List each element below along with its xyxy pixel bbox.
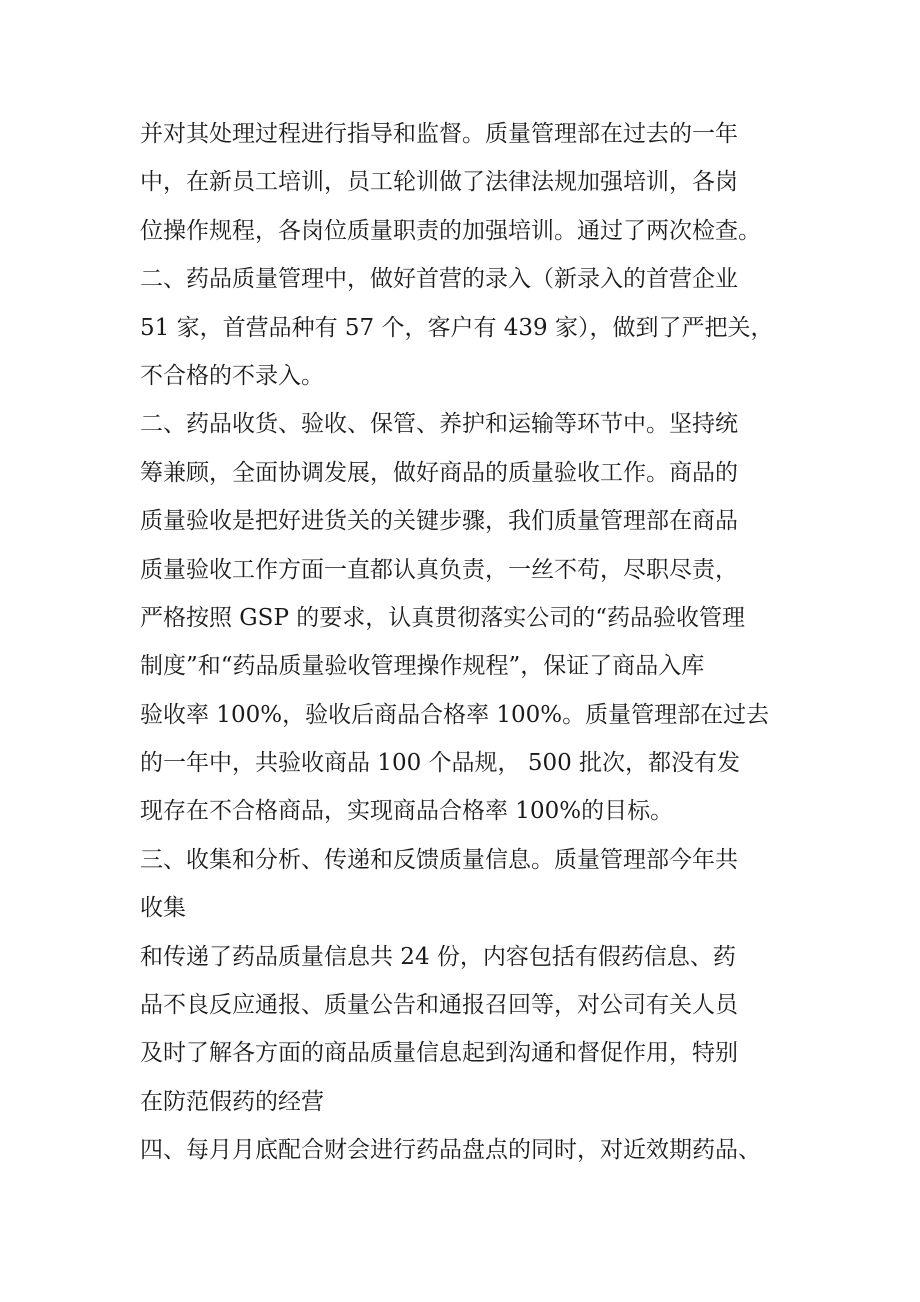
text-line: 严格按照 GSP 的要求，认真贯彻落实公司的“药品验收管理 <box>140 604 745 631</box>
text-line: 二、药品质量管理中，做好首营的录入（新录入的首营企业 <box>140 266 738 293</box>
text-line: 和传递了药品质量信息共 24 份，内容包括有假药信息、药 <box>140 943 736 970</box>
text-line: 收集 <box>140 895 186 922</box>
text-line: 51 家，首营品种有 57 个，客户有 439 家），做到了严把关， <box>140 314 774 341</box>
text-line: 在防范假药的经营 <box>140 1088 324 1115</box>
text-line: 品不良反应通报、质量公告和通报召回等，对公司有关人员 <box>140 992 738 1019</box>
text-line: 制度”和“药品质量验收管理操作规程”，保证了商品入库 <box>140 653 705 680</box>
text-line: 质量验收工作方面一直都认真负责，一丝不苟，尽职尽责， <box>140 556 738 583</box>
text-line: 现存在不合格商品，实现商品合格率 100%的目标。 <box>140 798 674 825</box>
text-line: 中，在新员工培训，员工轮训做了法律法规加强培训，各岗 <box>140 169 738 196</box>
text-line: 筹兼顾，全面协调发展，做好商品的质量验收工作。商品的 <box>140 459 738 486</box>
text-line: 四、每月月底配合财会进行药品盘点的同时，对近效期药品、 <box>140 1137 761 1164</box>
text-line: 位操作规程，各岗位质量职责的加强培训。通过了两次检查。 <box>140 217 761 244</box>
document-body <box>140 110 800 1175</box>
text-line: 及时了解各方面的商品质量信息起到沟通和督促作用，特别 <box>140 1040 738 1067</box>
text-line: 二、药品收货、验收、保管、养护和运输等环节中。坚持统 <box>140 411 738 438</box>
text-line: 的一年中，共验收商品 100 个品规， 500 批次，都没有发 <box>140 750 741 777</box>
text-line: 不合格的不录入。 <box>140 362 324 389</box>
text-line: 验收率 100%，验收后商品合格率 100%。质量管理部在过去 <box>140 701 770 728</box>
text-line: 三、收集和分析、传递和反馈质量信息。质量管理部今年共 <box>140 846 738 873</box>
text-line: 质量验收是把好进货关的关键步骤，我们质量管理部在商品 <box>140 508 738 535</box>
text-line: 并对其处理过程进行指导和监督。质量管理部在过去的一年 <box>140 121 738 147</box>
